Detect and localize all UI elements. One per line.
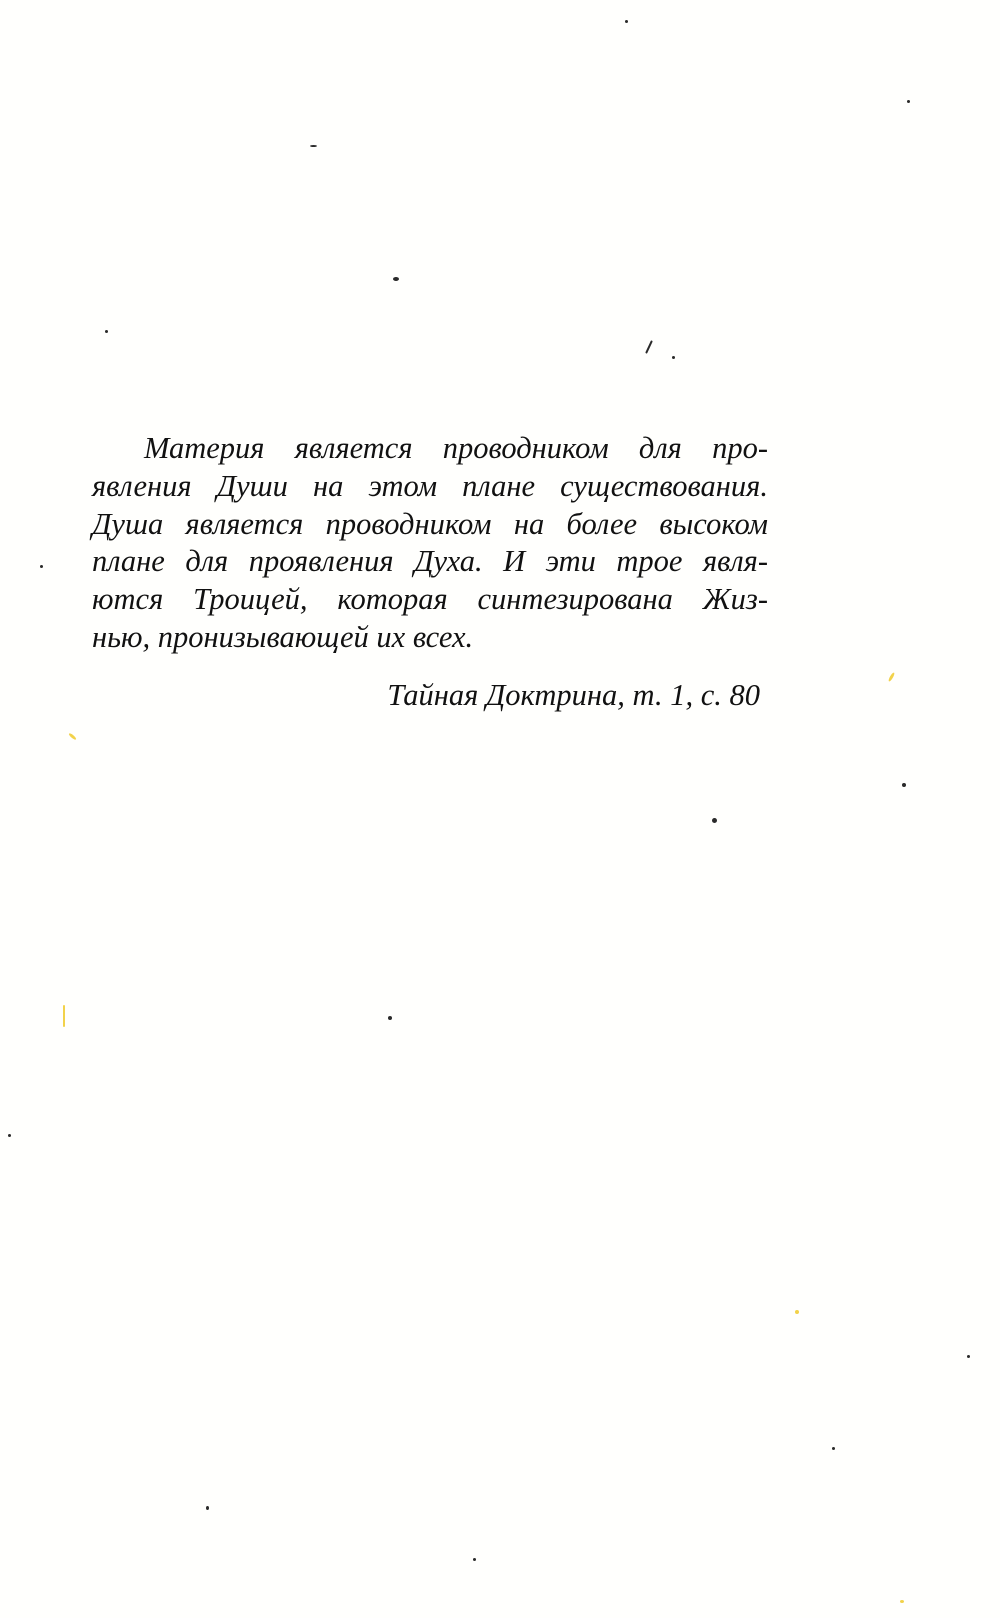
scan-speck: [712, 818, 717, 823]
scan-speck: [902, 783, 906, 787]
scan-speck: [888, 672, 896, 682]
epigraph-quote: [92, 430, 768, 657]
epigraph-line: явления Души на этом плане существования.: [92, 468, 768, 503]
scan-speck: [310, 145, 317, 147]
epigraph-line: Душа является проводником на более высоком: [92, 506, 768, 541]
scan-speck: [672, 356, 675, 359]
scan-speck: [832, 1447, 835, 1450]
epigraph-line: Материя является проводником для про-: [144, 431, 768, 465]
scan-speck: [206, 1506, 209, 1510]
scan-speck: [625, 20, 628, 23]
scan-speck: [8, 1134, 11, 1137]
scan-speck: [40, 565, 43, 568]
epigraph-line: нью, пронизывающей их всех.: [92, 619, 474, 654]
epigraph-source: Тайная Доктрина, т. 1, с. 80: [387, 678, 760, 712]
scan-speck: [907, 100, 910, 103]
scan-speck: [388, 1016, 392, 1020]
scan-speck: [393, 277, 399, 281]
scan-speck: [473, 1558, 476, 1561]
scan-speck: [967, 1355, 970, 1358]
scan-speck: [63, 1005, 65, 1027]
scan-speck: [68, 732, 77, 740]
epigraph-line: плане для проявления Духа. И эти трое явля-: [92, 544, 768, 579]
scan-speck: [795, 1310, 799, 1314]
scan-speck: [645, 340, 653, 354]
epigraph-line: ются Троицей, которая синтезирована Жиз-: [92, 582, 768, 617]
scan-speck: [105, 330, 108, 333]
scan-speck: [900, 1600, 904, 1603]
